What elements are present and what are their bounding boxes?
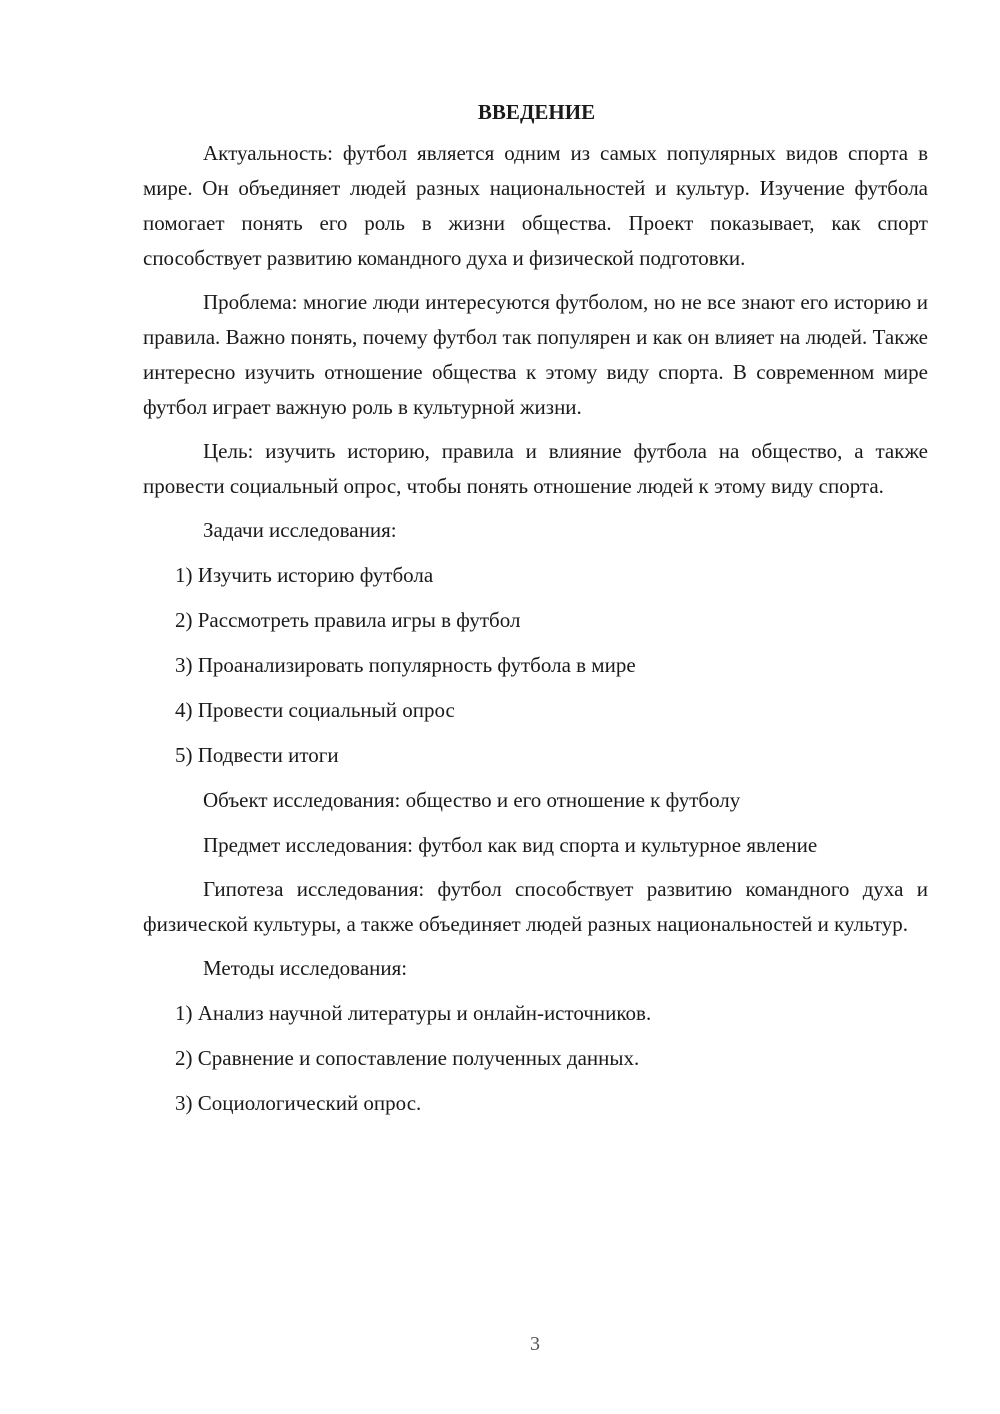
hypothesis-paragraph: Гипотеза исследования: футбол способствует развитию командного духа и физической культуры, а также объединяет людей разных национальностей и культур. xyxy=(143,877,928,936)
list-item: 2) Сравнение и сопоставление полученных данных. xyxy=(175,1046,640,1070)
list-item: 1) Анализ научной литературы и онлайн-источников. xyxy=(175,1001,652,1025)
subject-paragraph: Предмет исследования: футбол как вид спорта и культурное явление xyxy=(203,833,818,857)
object-paragraph: Объект исследования: общество и его отношение к футболу xyxy=(203,788,741,812)
list-item: 4) Провести социальный опрос xyxy=(175,698,455,722)
section-title: ВВЕДЕНИЕ xyxy=(477,100,596,124)
list-item: 5) Подвести итоги xyxy=(175,743,339,767)
relevance-paragraph: Актуальность: футбол является одним из самых популярных видов спорта в мире. Он объединяет людей разных национальностей и культур. Изучение футбола помогает понять его роль в жизни общества. Проект показывает, как спорт способствует развитию командного духа и физической подготовки. xyxy=(143,141,928,270)
tasks-heading: Задачи исследования: xyxy=(203,518,397,542)
goal-paragraph: Цель: изучить историю, правила и влияние футбола на общество, а также провести социальный опрос, чтобы понять отношение людей к этому виду спорта. xyxy=(143,439,928,498)
problem-paragraph: Проблема: многие люди интересуются футболом, но не все знают его историю и правила. Важно понять, почему футбол так популярен и как он влияет на людей. Также интересно изучить отношение общества к этому виду спорта. В современном мире футбол играет важную роль в культурной жизни. xyxy=(143,290,928,419)
list-item: 2) Рассмотреть правила игры в футбол xyxy=(175,608,521,632)
tasks-list xyxy=(143,558,928,773)
methods-heading: Методы исследования: xyxy=(203,956,408,980)
list-item: 3) Социологический опрос. xyxy=(175,1091,422,1115)
list-item: 1) Изучить историю футбола xyxy=(175,563,434,587)
document-page xyxy=(143,95,928,1131)
methods-list xyxy=(143,996,928,1121)
page-number: 3 xyxy=(530,1333,540,1355)
list-item: 3) Проанализировать популярность футбола в мире xyxy=(175,653,636,677)
